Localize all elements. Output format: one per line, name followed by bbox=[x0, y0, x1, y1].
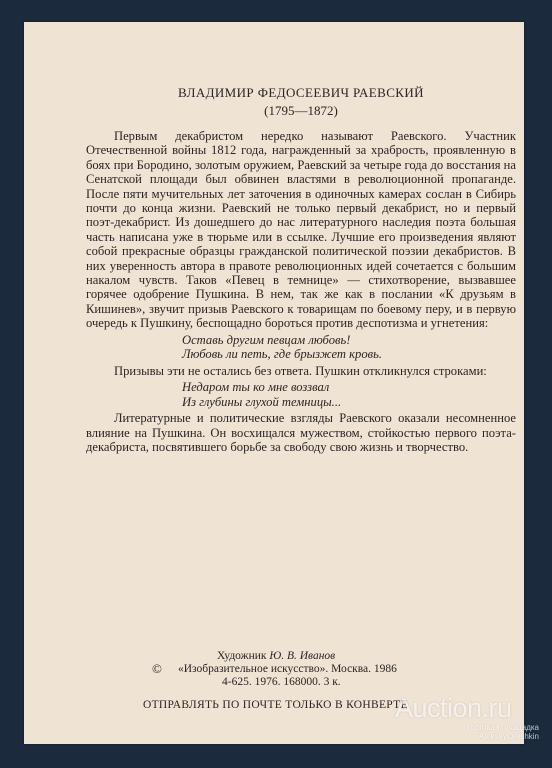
life-years: (1795—1872) bbox=[264, 103, 338, 118]
paragraph-response: Призывы эти не остались без ответа. Пушкин откликнулся строками: bbox=[114, 363, 487, 378]
watermark-seller: AlekseyOreshkin bbox=[478, 732, 539, 741]
watermark-brand: Auction.ru bbox=[395, 693, 512, 723]
verse-quote-2 bbox=[182, 380, 516, 409]
copyright-icon: © bbox=[152, 661, 162, 676]
paragraph-biography: Первым декабристом нередко называют Раевского. Участник Отечественной войны 1812 года, награжденный за храбрость, проявленную в боях при Бородино, золотым оружием, Раевский за четыре года до восстания на Сенатской площади был обвинен властями в революционной пропаганде. После пяти мучительных лет заточения в одиночных камерах сослан в Сибирь почти до конца жизни. Раевский не только первый декабрист, но и первый поэт-декабрист. Из дошедшего до нас литературного наследия поэта большая часть написана уже в тюрьме или в ссылке. Лучшие его произведения являют собой прекрасные образцы гражданской политической поэзии декабристов. В них уверенность автора в правоте революционных идей сочетается с большим накалом чувств. Таков «Певец в темнице» — стихотворение, вызвавшее горячее одобрение Пушкина. В нем, так же как в послании «К друзьям в Кишинев», звучит призыв Раевского к товарищам по боевому перу, и в первую очередь к Пушкину, беспощадно бороться против деспотизма и угнетения: bbox=[86, 129, 516, 331]
artist-credit bbox=[217, 650, 516, 663]
verse-line: Любовь ли петь, где брызжет кровь. bbox=[182, 347, 382, 362]
publisher-text: «Изобразительное искусство». Москва. 1986 bbox=[178, 663, 397, 675]
artist-label: Художник bbox=[217, 650, 267, 662]
publisher-line bbox=[152, 661, 516, 676]
verse-line: Из глубины глухой темницы... bbox=[182, 394, 342, 409]
paragraph-influence: Литературные и политические взгляды Раевского оказали несомненное влияние на Пушкина. Он восхищался мужеством, стойкостью первого поэта-декабриста, посвятившего борьбе за свободу свою жизнь и творчество. bbox=[86, 411, 516, 455]
watermark bbox=[395, 693, 547, 741]
print-code: 4-625. 1976. 168000. 3 к. bbox=[222, 676, 341, 688]
article bbox=[86, 85, 516, 455]
verse-line: Оставь другим певцам любовь! bbox=[182, 332, 351, 347]
postcard bbox=[24, 22, 524, 744]
verse-quote-1 bbox=[182, 333, 516, 362]
page-title: ВЛАДИМИР ФЕДОСЕЕВИЧ РАЕВСКИЙ bbox=[178, 85, 424, 100]
verse-line: Недаром ты ко мне воззвал bbox=[182, 380, 330, 395]
watermark-subtitle: торговая площадка bbox=[466, 723, 539, 732]
artist-name: Ю. В. Иванов bbox=[269, 650, 336, 662]
mail-instruction: ОТПРАВЛЯТЬ ПО ПОЧТЕ ТОЛЬКО В КОНВЕРТЕ bbox=[143, 699, 408, 711]
